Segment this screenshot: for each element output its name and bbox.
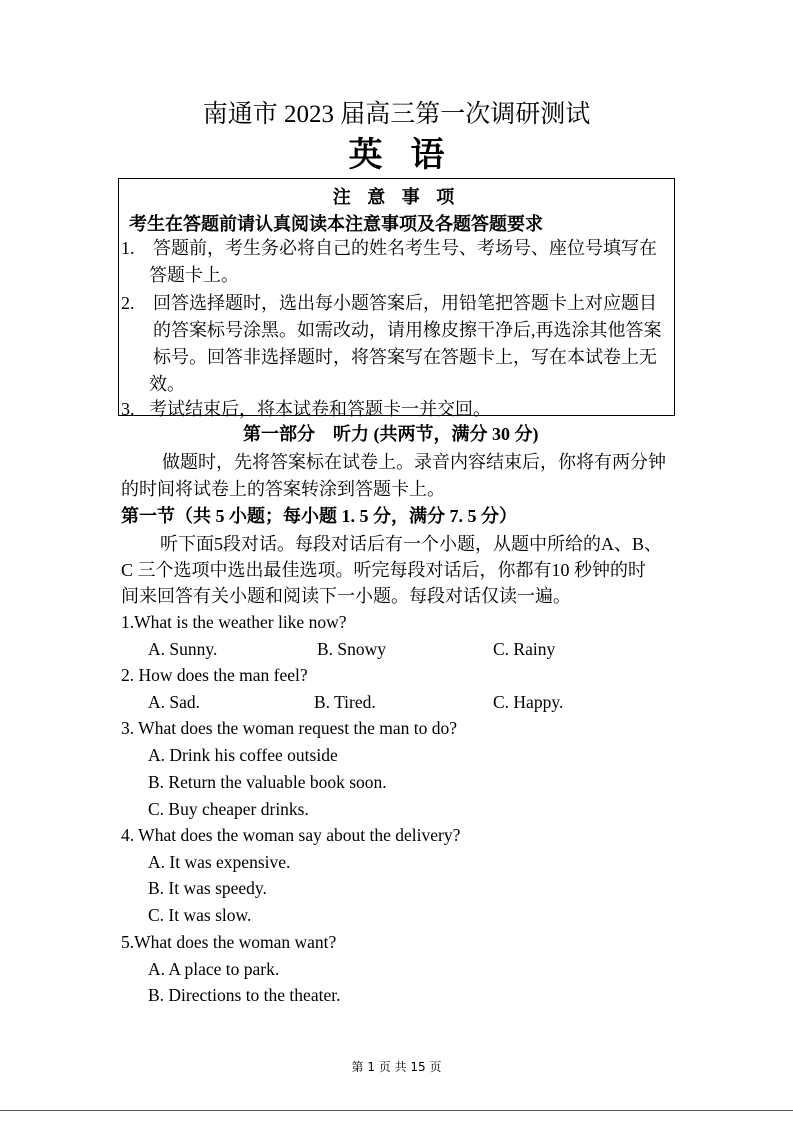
answer-option: A. Sunny. (148, 639, 218, 659)
notice-item-number: 2. (121, 293, 135, 313)
part1-title: 第一部分 听力 (共两节，满分 30 分) (243, 424, 539, 444)
notice-item-line: 回答选择题时，选出每小题答案后，用铅笔把答题卡上对应题目 (153, 293, 657, 313)
answer-option: B. Directions to the theater. (148, 985, 341, 1005)
answer-option: C. It was slow. (148, 905, 252, 925)
notice-item-number: 3. (121, 399, 135, 419)
notice-heading: 注 意 事 项 (332, 187, 461, 207)
notice-item-line: 标号。回答非选择题时，将答案写在答题卡上，写在本试卷上无 (153, 347, 657, 367)
notice-item-line: 效。 (149, 374, 185, 394)
answer-option: B. Snowy (317, 639, 387, 659)
answer-option: C. Rainy (493, 639, 556, 659)
answer-option: B. It was speedy. (148, 878, 267, 898)
answer-option: B. Tired. (314, 692, 376, 712)
notice-item-line: 答题卡上。 (149, 265, 239, 285)
answer-option: A. Sad. (148, 692, 201, 712)
question-stem: 3. What does the woman request the man to do? (121, 718, 457, 738)
notice-item-line: 的答案标号涂黑。如需改动，请用橡皮擦干净后,再选涂其他答案 (153, 320, 662, 340)
section1-instruction-line: 间来回答有关小题和阅读下一小题。每段对话仅读一遍。 (121, 586, 571, 606)
notice-intro: 考生在答题前请认真阅读本注意事项及各题答题要求 (129, 214, 543, 234)
answer-option: C. Happy. (493, 692, 564, 712)
notice-item-number: 1. (121, 238, 135, 258)
exam-title: 南通市 2023 届高三第一次调研测试 (202, 101, 591, 128)
answer-option: A. A place to park. (148, 959, 280, 979)
section1-instruction-line: C 三个选项中选出最佳选项。听完每段对话后，你都有10 秒钟的时 (121, 560, 647, 580)
question-stem: 4. What does the woman say about the delivery? (121, 825, 461, 845)
part1-instruction-line: 的时间将试卷上的答案转涂到答题卡上。 (121, 479, 445, 499)
page-number: 第 1 页 共 15 页 (351, 1060, 442, 1074)
answer-option: B. Return the valuable book soon. (148, 772, 387, 792)
notice-box (118, 178, 675, 419)
question-stem: 5.What does the woman want? (121, 932, 337, 952)
answer-option: C. Buy cheaper drinks. (148, 799, 309, 819)
section1-instruction-line: 听下面5段对话。每段对话后有一个小题，从题中所给的A、B、 (160, 534, 663, 554)
notice-item-line: 考试结束后，将本试卷和答题卡一并交回。 (149, 399, 491, 419)
notice-item-line: 答题前，考生务必将自己的姓名考生号、考场号、座位号填写在 (153, 238, 657, 258)
question-stem: 1.What is the weather like now? (121, 612, 347, 632)
section1-title: 第一节（共 5 小题；每小题 1. 5 分，满分 7. 5 分） (121, 506, 517, 526)
question-stem: 2. How does the man feel? (121, 665, 308, 685)
subject-title: 英语 (348, 137, 473, 174)
answer-option: A. It was expensive. (148, 852, 291, 872)
answer-option: A. Drink his coffee outside (148, 745, 338, 765)
page-divider (0, 1110, 793, 1111)
part1-instruction-line: 做题时，先将答案标在试卷上。录音内容结束后，你将有两分钟 (162, 452, 666, 472)
